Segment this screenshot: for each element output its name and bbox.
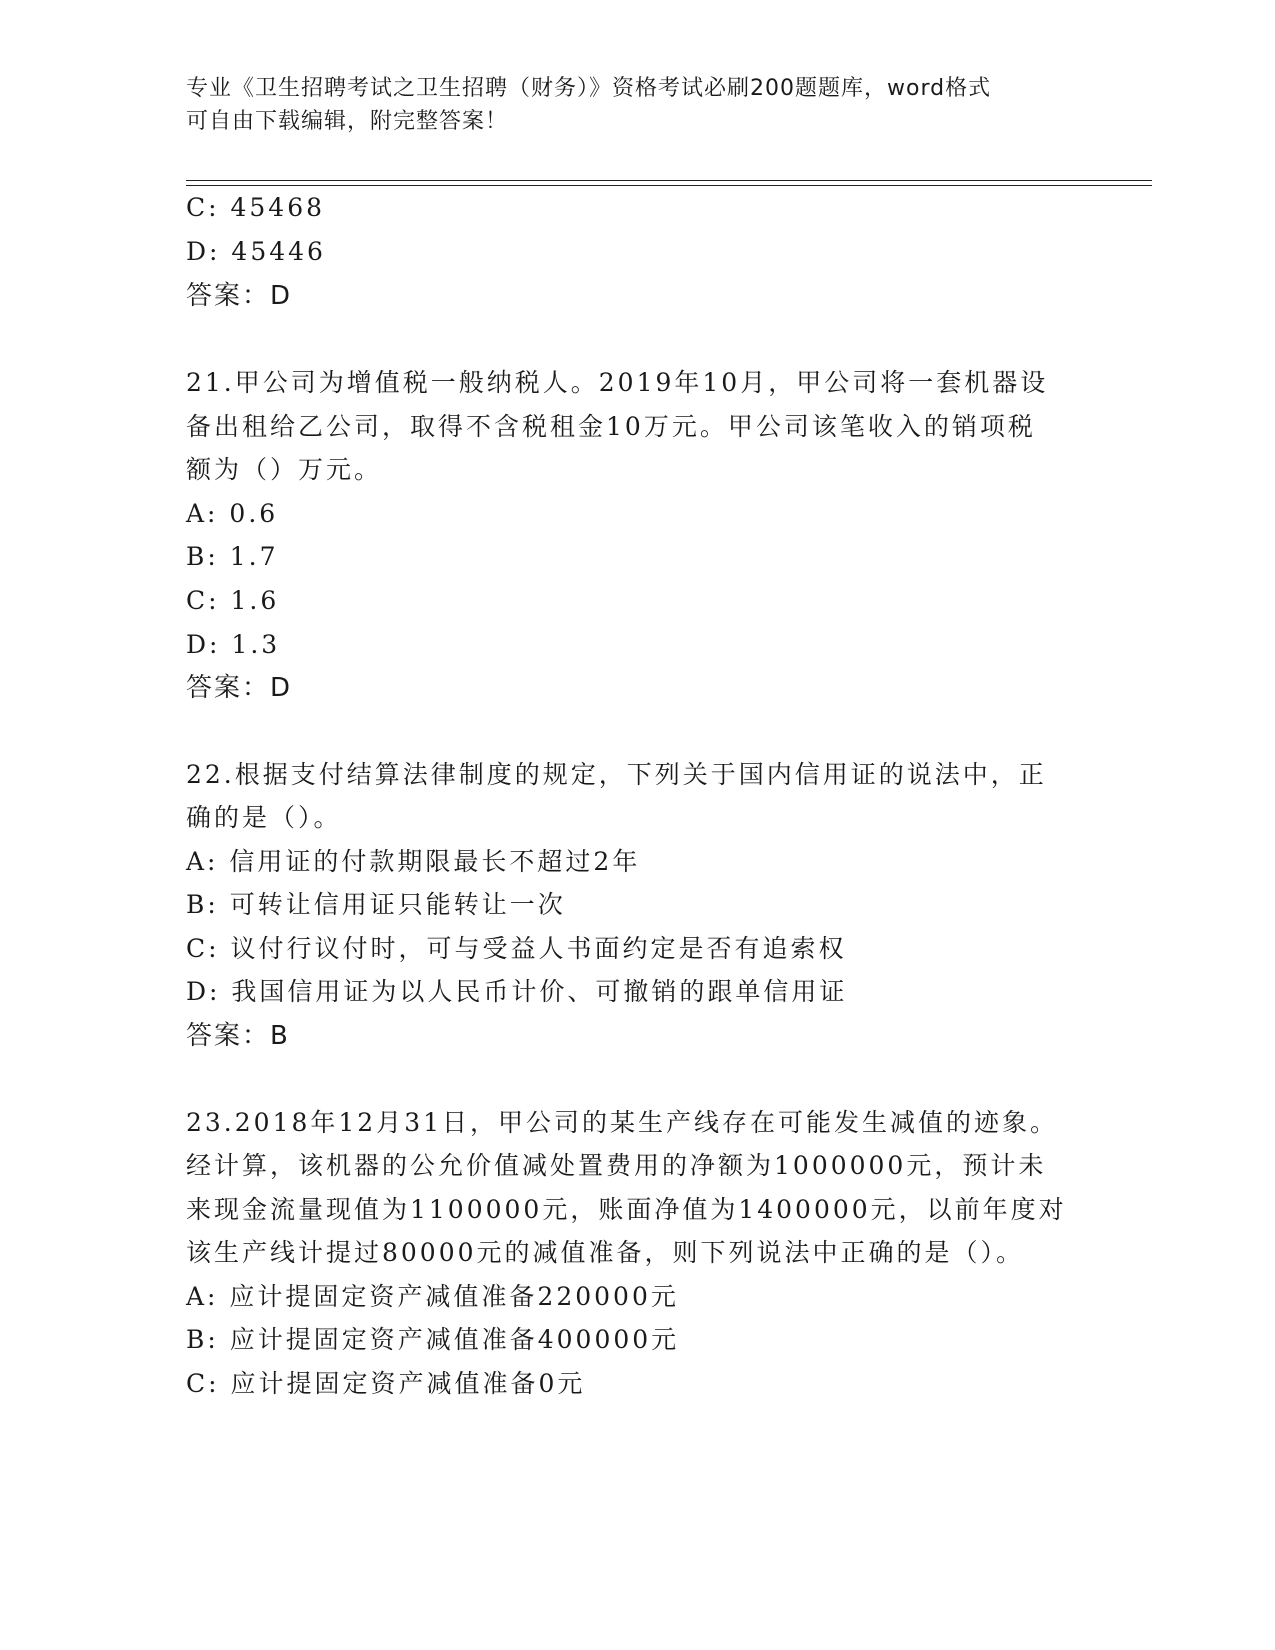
q23-stem-line-3: 来现金流量现值为1100000元，账面净值为1400000元，以前年度对 bbox=[186, 1195, 1067, 1224]
q22-option-b: B: 可转让信用证只能转让一次 bbox=[186, 890, 566, 919]
q21-option-d: D: 1.3 bbox=[186, 630, 281, 659]
q23-option-c: C: 应计提固定资产减值准备0元 bbox=[186, 1369, 586, 1398]
q22-stem-line-1: 22.根据支付结算法律制度的规定，下列关于国内信用证的说法中，正 bbox=[186, 760, 1047, 789]
q23-stem-line-2: 经计算，该机器的公允价值减处置费用的净额为1000000元，预计未 bbox=[186, 1151, 1047, 1180]
q21-option-a: A: 0.6 bbox=[186, 499, 279, 528]
q22-answer: 答案：B bbox=[186, 1021, 290, 1051]
q21-stem-line-1: 21.甲公司为增值税一般纳税人。2019年10月，甲公司将一套机器设 bbox=[186, 368, 1049, 397]
page-header bbox=[186, 72, 1086, 138]
q22-option-a: A: 信用证的付款期限最长不超过2年 bbox=[186, 847, 641, 876]
header-line-1: 专业《卫生招聘考试之卫生招聘（财务）》资格考试必刷200题题库，word格式 bbox=[186, 76, 992, 101]
q21-option-c: C: 1.6 bbox=[186, 586, 280, 615]
header-divider-bottom bbox=[186, 185, 1152, 186]
q23-stem-line-1: 23.2018年12月31日，甲公司的某生产线存在可能发生减值的迹象。 bbox=[186, 1108, 1059, 1137]
q22-option-c: C: 议付行议付时，可与受益人书面约定是否有追索权 bbox=[186, 934, 847, 963]
q22-option-d: D: 我国信用证为以人民币计价、可撤销的跟单信用证 bbox=[186, 977, 848, 1006]
q20-answer: 答案：D bbox=[186, 281, 293, 311]
q20-option-c: C: 45468 bbox=[186, 193, 326, 222]
q23-option-b: B: 应计提固定资产减值准备400000元 bbox=[186, 1325, 680, 1354]
q20-option-d: D: 45446 bbox=[186, 237, 326, 266]
q21-answer: 答案：D bbox=[186, 673, 293, 703]
q21-stem-line-3: 额为（）万元。 bbox=[186, 455, 383, 484]
q21-option-b: B: 1.7 bbox=[186, 542, 279, 571]
q23-stem-line-4: 该生产线计提过80000元的减值准备，则下列说法中正确的是（）。 bbox=[186, 1238, 1025, 1267]
header-divider-top bbox=[186, 180, 1152, 181]
q23-option-a: A: 应计提固定资产减值准备220000元 bbox=[186, 1282, 679, 1311]
header-line-2: 可自由下载编辑，附完整答案！ bbox=[186, 109, 509, 134]
q22-stem-line-2: 确的是（）。 bbox=[186, 803, 342, 832]
q21-stem-line-2: 备出租给乙公司，取得不含税租金10万元。甲公司该笔收入的销项税 bbox=[186, 412, 1036, 441]
